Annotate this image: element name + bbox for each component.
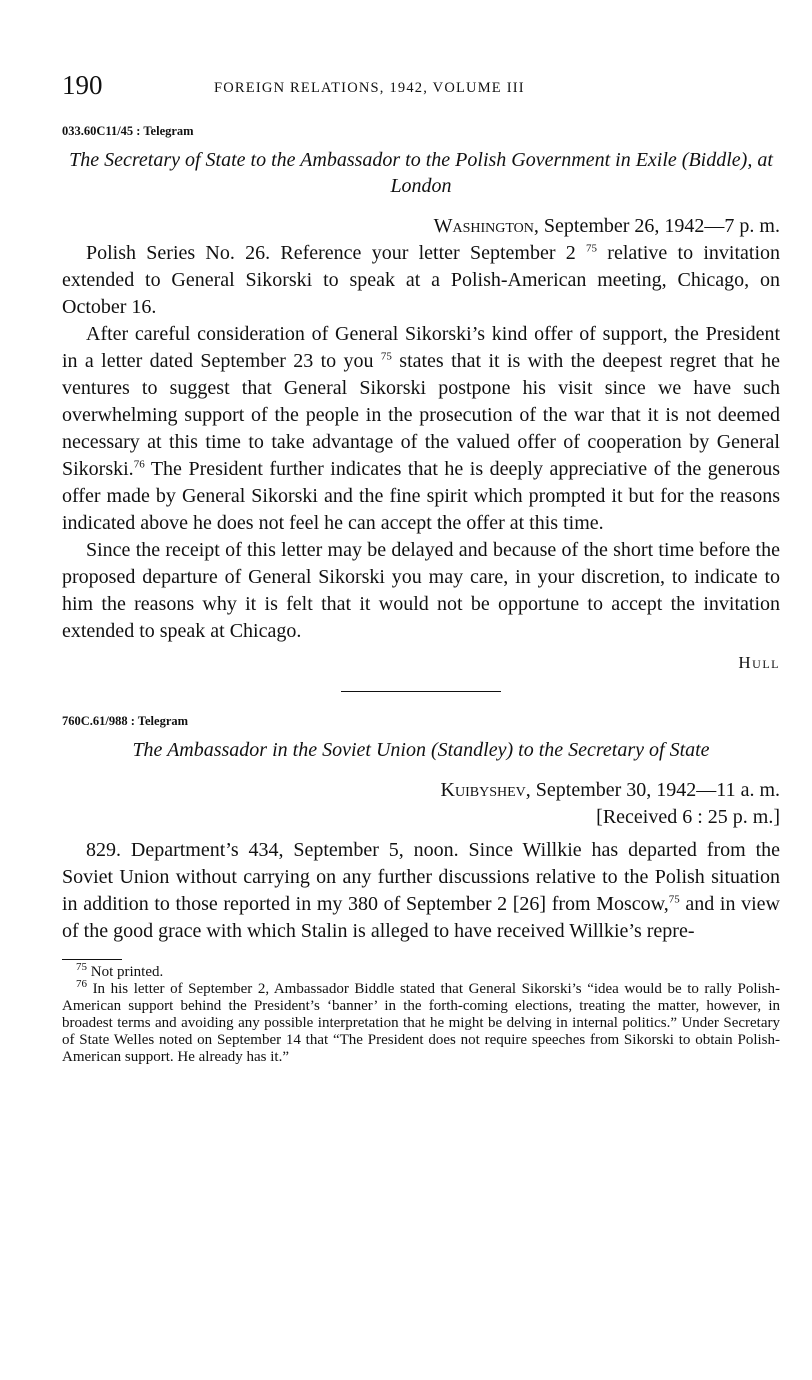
doc-title: The Ambassador in the Soviet Union (Standley) to the Secretary of State <box>132 739 710 761</box>
text: and in view of the good grace with which Stalin is alleged to have received Willkie’s repre- <box>62 893 780 942</box>
dateline-date: , September 30, 1942—11 a. m. <box>525 779 780 801</box>
dateline-place: Kuibyshev <box>440 779 526 801</box>
footnote-ref: 75 <box>380 350 392 363</box>
dateline <box>62 777 780 804</box>
section-divider <box>341 691 501 692</box>
running-head: FOREIGN RELATIONS, 1942, VOLUME III <box>214 80 525 96</box>
footnote-ref: 76 <box>133 458 145 471</box>
received-time: [Received 6 : 25 p. m.] <box>596 806 780 828</box>
paragraph <box>62 240 780 321</box>
footnote-76 <box>62 978 780 1066</box>
doc-id: 033.60C11/45 : Telegram <box>62 124 194 138</box>
paragraph: Since the receipt of this letter may be delayed and because of the short time before the proposed departure of General Sikorski you may care, in your discretion, to indicate to him the reasons why it is felt that it would not be opportune to accept the invitation extended to speak at Chicago. <box>62 539 780 642</box>
footnote-ref: 75 <box>586 242 598 255</box>
footnote-mark: 76 <box>76 978 87 990</box>
dateline-date: , September 26, 1942—7 p. m. <box>533 215 780 237</box>
telegram-2 <box>62 714 780 945</box>
text: After careful consideration of General Sikorski’s kind offer of support, the President in a letter dated September 23 to you <box>62 323 780 372</box>
text: states that it is with the deepest regret that he ventures to suggest that General Sikorski postpone his visit since we have such overwhelming support of the people in the prosecution of the war that it is not deemed necessary at this time to take advantage of the valued offer of cooperation by General Sikorski. <box>62 350 780 480</box>
telegram-1 <box>62 124 780 673</box>
paragraph <box>62 837 780 945</box>
document-page <box>62 70 780 1066</box>
text: The President further indicates that he is deeply appreciative of the generous offer made by General Sikorski and the fine spirit which prompted it but for the reasons indicated above he does not feel he can accept the offer at this time. <box>62 458 780 534</box>
text: 829. Department’s 434, September 5, noon. Since Willkie has departed from the Soviet Union without carrying on any further discussions relative to the Polish situation in addition to those reported in my 380 of September 2 [26] from Moscow, <box>62 839 780 915</box>
footnote-ref: 75 <box>668 893 680 906</box>
footnotes <box>62 961 780 1066</box>
page-header <box>62 70 780 110</box>
signature: Hull <box>738 653 780 672</box>
text: Polish Series No. 26. Reference your letter September 2 <box>86 242 587 264</box>
footnote-text: Not printed. <box>87 964 164 980</box>
footnote-75 <box>62 961 780 981</box>
page-number: 190 <box>62 70 103 100</box>
dateline <box>62 213 780 240</box>
paragraph <box>62 321 780 537</box>
doc-title: The Secretary of State to the Ambassador to the Polish Government in Exile (Biddle), at London <box>69 149 773 197</box>
footnote-mark: 75 <box>76 961 87 973</box>
doc-id: 760C.61/988 : Telegram <box>62 714 189 728</box>
text: relative to invitation extended to General Sikorski to speak at a Polish-American meeting, Chicago, on October 16. <box>62 242 780 318</box>
dateline-place: Washington <box>433 215 534 237</box>
footnote-divider <box>62 959 122 960</box>
footnote-text: In his letter of September 2, Ambassador Biddle stated that General Sikorski’s “idea would be to rally Polish-American support behind the President’s ‘banner’ in the forth-coming elections, treating the matter, however, in broadest terms and avoiding any possible interpretation that he might be delving in internal politics.” Under Secretary of State Welles noted on September 14 that “The President does not require speeches from Sikorski to obtain Polish-American support. He already has it.” <box>62 981 780 1065</box>
